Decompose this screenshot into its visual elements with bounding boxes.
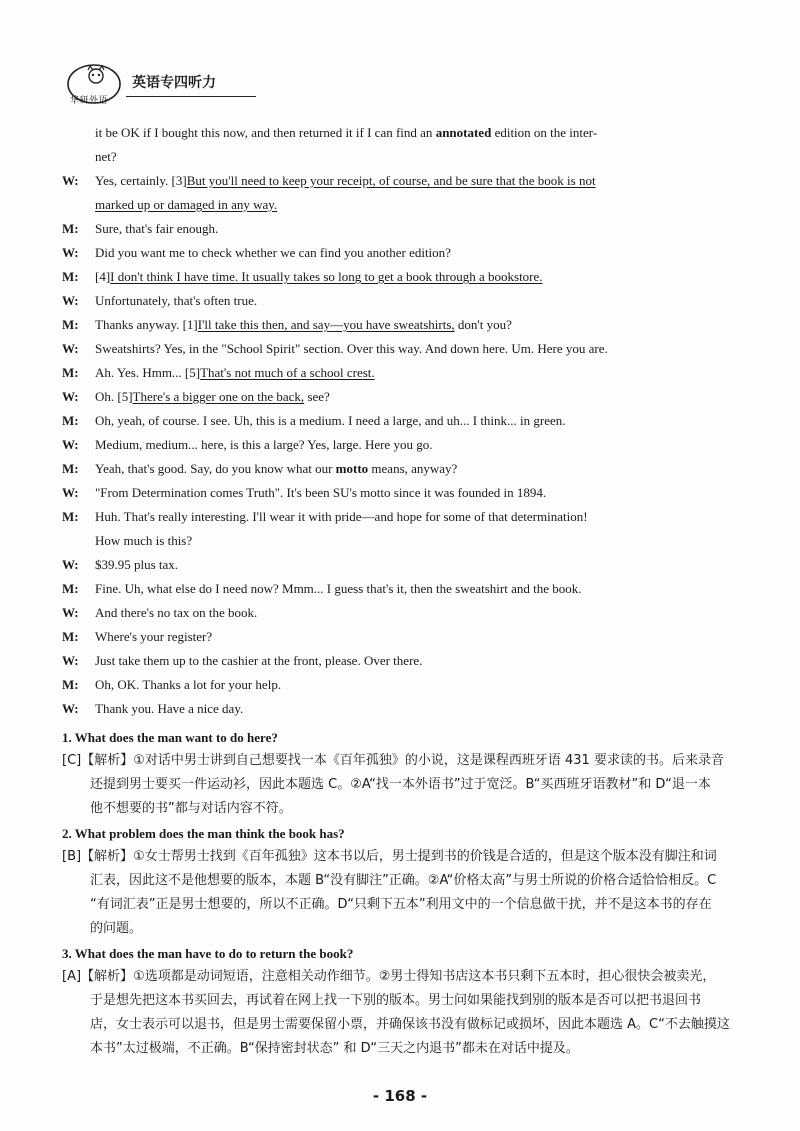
- speaker-label: W:: [62, 557, 79, 572]
- dialogue-line: M: Where's your register?: [62, 629, 213, 644]
- answer-line: “有词汇表”正是男士想要的，所以不正确。D“只剩下五本”利用文中的一个信息做干扰，并不是这本书的存在: [90, 897, 712, 912]
- dialogue-line: W: Yes, certainly. [3]But you'll need to keep your receipt, of course, and be sure that the book is not: [62, 173, 596, 188]
- speaker-label: W:: [62, 653, 79, 668]
- speaker-label: W:: [62, 173, 79, 188]
- dialogue-line: M: [4]I don't think I have time. It usually takes so long to get a book through a bookstore.: [62, 269, 543, 284]
- dialogue-line: M: Fine. Uh, what else do I need now? Mmm... I guess that's it, then the sweatshirt and the book.: [62, 581, 582, 596]
- speaker-label: M:: [62, 221, 79, 236]
- speaker-label: M:: [62, 461, 79, 476]
- answer-line: 还提到男士要买一件运动衫，因此本题选 C。②A“找一本外语书”过于宽泛。B“买西班牙语教材”和 D“退一本: [90, 777, 711, 792]
- dialogue-line: net?: [95, 149, 117, 164]
- answer-line: 的问题。: [90, 921, 143, 936]
- page-header: [66, 60, 246, 110]
- dialogue-line: it be OK if I bought this now, and then returned it if I can find an annotated edition on the inter-: [95, 125, 598, 140]
- dialogue-line: M: Oh, OK. Thanks a lot for your help.: [62, 677, 282, 692]
- speaker-label: W:: [62, 389, 79, 404]
- dialogue-line: W: Medium, medium... here, is this a large? Yes, large. Here you go.: [62, 437, 433, 452]
- dialogue-line: W: And there's no tax on the book.: [62, 605, 258, 620]
- speaker-label: W:: [62, 437, 79, 452]
- dialogue-line: W: Did you want me to check whether we can find you another edition?: [62, 245, 451, 260]
- dialogue-line: M: Oh, yeah, of course. I see. Uh, this is a medium. I need a large, and uh... I think... in green.: [62, 413, 566, 428]
- dialogue-line: M: Sure, that's fair enough.: [62, 221, 219, 236]
- dialogue-line: W: Oh. [5]There's a bigger one on the back, see?: [62, 389, 330, 404]
- speaker-label: M:: [62, 413, 79, 428]
- dialogue-line: W: "From Determination comes Truth". It's been SU's motto since it was founded in 1894.: [62, 485, 547, 500]
- answer-line: 于是想先把这本书买回去，再试着在网上找一下别的版本。男士问如果能找到别的版本是否可以把书退回书: [90, 993, 702, 1008]
- speaker-label: M:: [62, 269, 79, 284]
- answer-line: [B]【解析】①女士帮男士找到《百年孤独》这本书以后，男士提到书的价钱是合适的，但是这个版本没有脚注和词: [62, 849, 717, 864]
- answer-line: 汇表，因此这不是他想要的版本，本题 B“没有脚注”正确。②A“价格太高”与男士所说的价格合适恰恰相反。C: [90, 873, 717, 888]
- speaker-label: M:: [62, 509, 79, 524]
- dialogue-line: W: Just take them up to the cashier at the front, please. Over there.: [62, 653, 423, 668]
- answer-line: 店，女士表示可以退书，但是男士需要保留小票，并确保该书没有做标记或损坏，因此本题选 A。C“不去触摸这: [90, 1017, 730, 1032]
- dialogue-line: marked up or damaged in any way.: [95, 197, 278, 212]
- speaker-label: W:: [62, 293, 79, 308]
- speaker-label: W:: [62, 245, 79, 260]
- dialogue-line: How much is this?: [95, 533, 193, 548]
- answer-line: [A]【解析】①选项都是动词短语，注意相关动作细节。②男士得知书店这本书只剩下五本时，担心很快会被卖光，: [62, 969, 716, 984]
- header-rule: [126, 96, 256, 97]
- question-title: 2. What problem does the man think the book has?: [62, 826, 345, 841]
- speaker-label: M:: [62, 629, 79, 644]
- logo-text: 华研外语: [70, 96, 109, 106]
- speaker-label: W:: [62, 701, 79, 716]
- dialogue-line: M: Ah. Yes. Hmm... [5]That's not much of a school crest.: [62, 365, 375, 380]
- answer-line: 他不想要的书”都与对话内容不符。: [90, 801, 292, 816]
- speaker-label: W:: [62, 605, 79, 620]
- dialogue-line: W: $39.95 plus tax.: [62, 557, 179, 572]
- question-title: 1. What does the man want to do here?: [62, 730, 278, 745]
- speaker-label: M:: [62, 317, 79, 332]
- speaker-label: M:: [62, 677, 79, 692]
- page-number: - 168 -: [372, 1087, 428, 1105]
- speaker-label: W:: [62, 341, 79, 356]
- dialogue-line: M: Yeah, that's good. Say, do you know what our motto means, anyway?: [62, 461, 458, 476]
- dialogue-line: W: Unfortunately, that's often true.: [62, 293, 258, 308]
- speaker-label: W:: [62, 485, 79, 500]
- answer-line: [C]【解析】①对话中男士讲到自己想要找一本《百年孤独》的小说，这是课程西班牙语 431 要求读的书。后来录音: [62, 753, 724, 768]
- dialogue-line: M: Thanks anyway. [1]I'll take this then, and say—you have sweatshirts, don't you?: [62, 317, 512, 332]
- speaker-label: M:: [62, 581, 79, 596]
- dialogue-line: M: Huh. That's really interesting. I'll wear it with pride—and hope for some of that determination!: [62, 509, 588, 524]
- answer-line: 本书”太过极端，不正确。B“保持密封状态” 和 D“三天之内退书”都未在对话中提及。: [90, 1041, 579, 1056]
- header-title: 英语专四听力: [132, 75, 216, 91]
- question-title: 3. What does the man have to do to return the book?: [62, 946, 354, 961]
- dialogue-line: W: Sweatshirts? Yes, in the "School Spirit" section. Over this way. And down here. Um. Here you are.: [62, 341, 608, 356]
- dialogue-line: W: Thank you. Have a nice day.: [62, 701, 244, 716]
- speaker-label: M:: [62, 365, 79, 380]
